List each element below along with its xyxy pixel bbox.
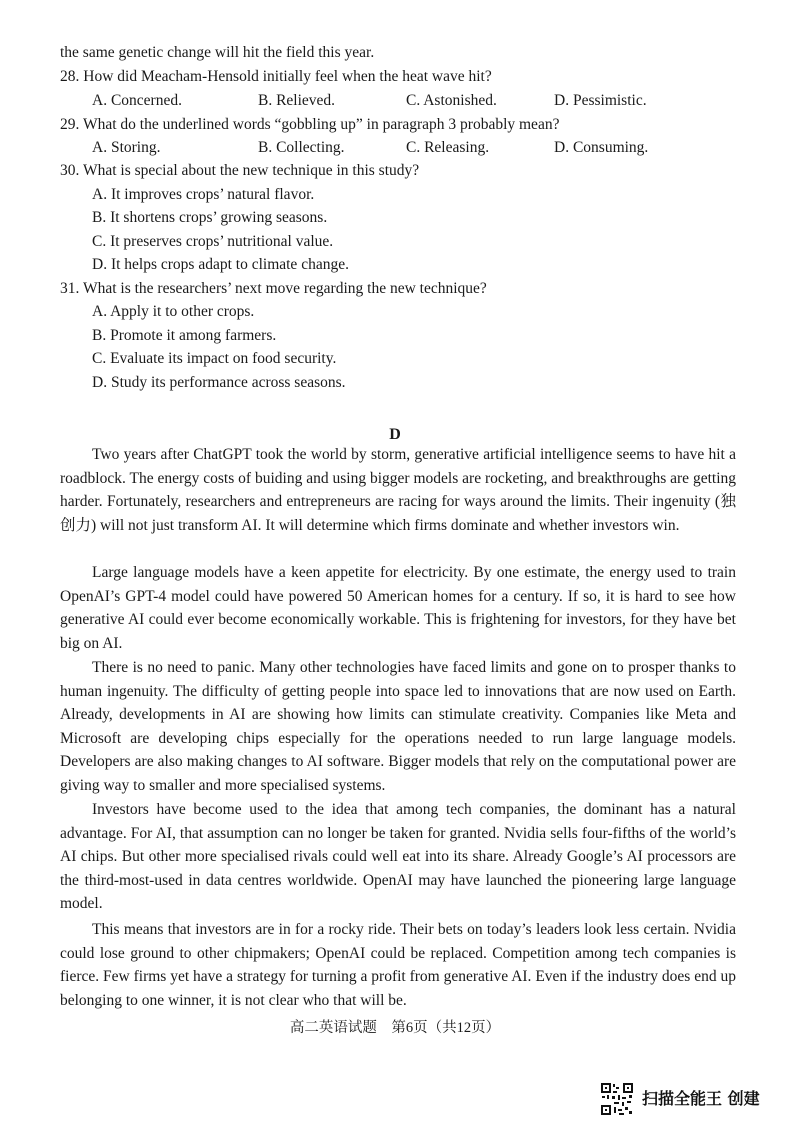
passage-paragraph: Two years after ChatGPT took the world by storm, generative artificial intelligence seems to have hit a roadblock. The energy costs of buiding and using bigger models are rocketing, and breakthroughs are getting harder. Fortunately, researchers and entrepreneurs are racing for ways around the limits. Their ingenuity (独创力) will not just transform AI. It will determine which firms dominate and whether investors win. xyxy=(60,446,736,534)
option-row xyxy=(92,89,672,113)
scanner-stamp-text: 扫描全能王 创建 xyxy=(642,1089,760,1109)
option-a: A. Concerned. xyxy=(92,92,182,109)
passage-paragraph: Large language models have a keen appetite for electricity. By one estimate, the energy used to train OpenAI’s GPT-4 model could have powered 50 American homes for a century. If so, it is hard to see how generative AI could ever become economically workable. This is frightening for investors, for they have bet big on AI. xyxy=(60,564,736,652)
option-c: C. Astonished. xyxy=(406,92,497,109)
option-row xyxy=(92,136,672,160)
section-heading: D xyxy=(389,426,401,443)
passage-paragraph: There is no need to panic. Many other technologies have faced limits and gone on to prosper thanks to human ingenuity. The difficulty of getting people into space led to innovations that are now used on Earth. Already, developments in AI are showing how limits can stimulate creativity. Companies like Meta and Microsoft are developing chips especially for the operations needed to run large language models. Developers are also making changes to AI software. Bigger models that rely on the computational power are giving way to smaller and more specialised systems. xyxy=(60,659,736,794)
option-b: B. Promote it among farmers. xyxy=(92,327,277,344)
option-b: B. It shortens crops’ growing seasons. xyxy=(92,209,328,226)
option-d: D. Pessimistic. xyxy=(554,92,647,109)
question-stem: 28. How did Meacham-Hensold initially feel when the heat wave hit? xyxy=(60,68,492,85)
option-a: A. It improves crops’ natural flavor. xyxy=(92,186,315,203)
option-d: D. It helps crops adapt to climate change. xyxy=(92,256,349,273)
question-stem: 31. What is the researchers’ next move regarding the new technique? xyxy=(60,280,487,297)
option-b: B. Collecting. xyxy=(258,139,345,156)
option-a: A. Storing. xyxy=(92,139,161,156)
qr-code-icon xyxy=(600,1082,634,1116)
question-stem: 29. What do the underlined words “gobbling up” in paragraph 3 probably mean? xyxy=(60,116,560,133)
passage-paragraph: This means that investors are in for a rocky ride. Their bets on today’s leaders look less certain. Nvidia could lose ground to other chipmakers; OpenAI could be replaced. Competition among tech companies is fierce. Few firms yet have a strategy for turning a profit from generative AI. Even if the industry does end up belonging to one winner, it is not clear who that will be. xyxy=(60,921,736,1009)
scanner-watermark xyxy=(600,1082,760,1116)
option-a: A. Apply it to other crops. xyxy=(92,303,255,320)
option-d: D. Study its performance across seasons. xyxy=(92,374,346,391)
question-stem: 30. What is special about the new technique in this study? xyxy=(60,162,420,179)
option-c: C. Releasing. xyxy=(406,139,490,156)
option-b: B. Relieved. xyxy=(258,92,336,109)
page-footer: 高二英语试题 第6页（共12页） xyxy=(289,1020,501,1036)
option-d: D. Consuming. xyxy=(554,139,649,156)
carryover-line: the same genetic change will hit the field this year. xyxy=(60,44,375,61)
passage-paragraph: Investors have become used to the idea that among tech companies, the dominant has a natural advantage. For AI, that assumption can no longer be taken for granted. Nvidia sells four-fifths of the world’s AI chips. But other more specialised rivals could well eat into its share. Already Google’s AI processors are the third-most-used in data centres worldwide. OpenAI may have launched the pioneering large language model. xyxy=(60,801,736,912)
option-c: C. Evaluate its impact on food security. xyxy=(92,350,337,367)
option-c: C. It preserves crops’ nutritional value. xyxy=(92,233,334,250)
